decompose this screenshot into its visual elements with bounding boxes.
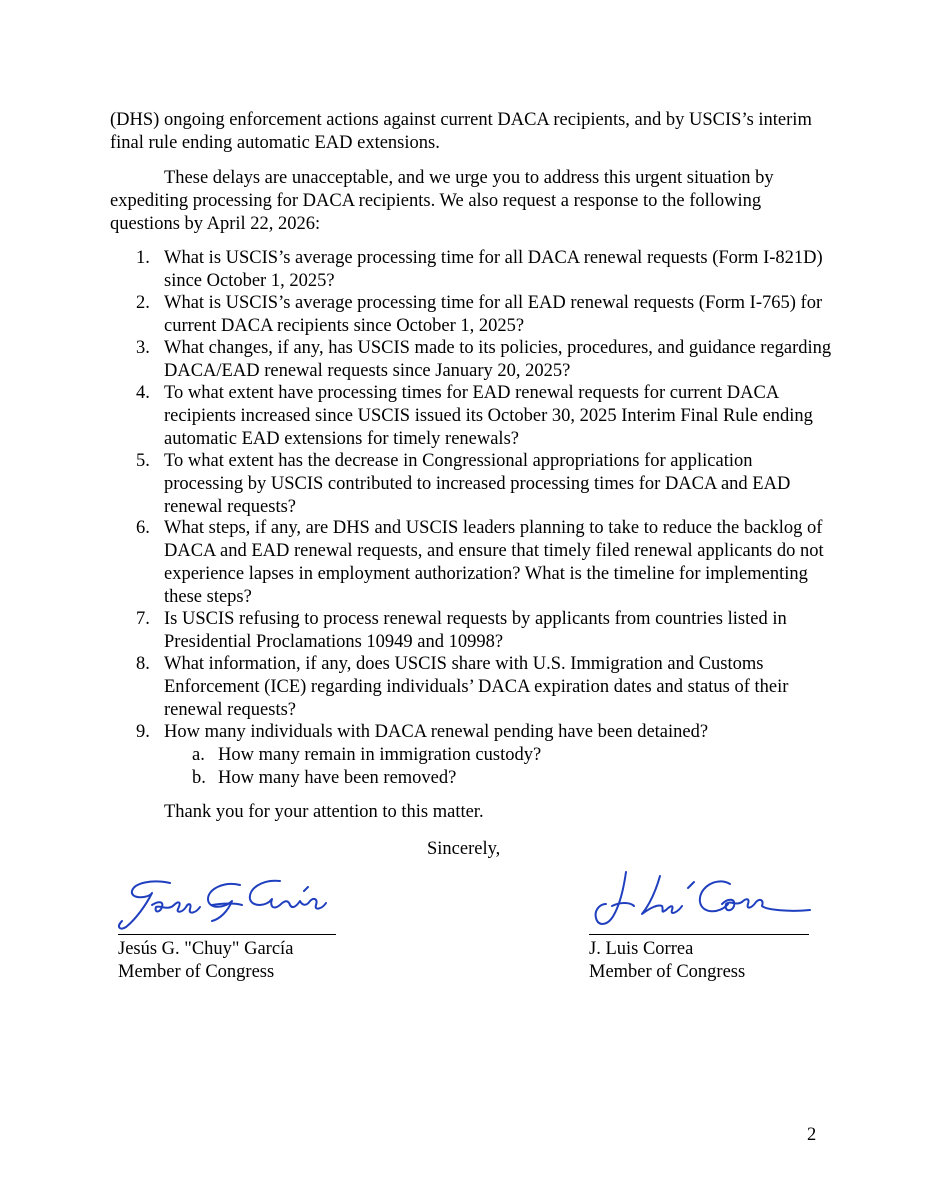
closing-thanks: Thank you for your attention to this matter. [164, 802, 484, 822]
list-item-number: 1. [136, 248, 150, 268]
list-item-number: 5. [136, 451, 150, 471]
list-item-text: To what extent has the decrease in Congressional appropriations for application processing by USCIS contributed to increased processing times for DACA and EAD renewal requests? [164, 451, 791, 517]
list-item-text: To what extent have processing times for EAD renewal requests for current DACA recipients increased since USCIS issued its October 30, 2025 Interim Final Rule ending automatic EAD extensions for timely renewals? [164, 383, 813, 449]
list-item-letter: b. [192, 768, 206, 788]
list-item-number: 9. [136, 722, 150, 742]
list-item-number: 3. [136, 338, 150, 358]
valediction: Sincerely, [427, 839, 501, 859]
list-item-letter: a. [192, 745, 205, 765]
list-item-number: 6. [136, 518, 150, 538]
list-item-text: How many individuals with DACA renewal pending have been detained? [164, 722, 709, 742]
signature-line-garcia [118, 934, 336, 935]
list-item-number: 7. [136, 609, 150, 629]
list-item-text: How many have been removed? [218, 768, 457, 788]
signature-correa [590, 868, 820, 932]
intro-continuation-paragraph: (DHS) ongoing enforcement actions against current DACA recipients, and by USCIS’s interim final rule ending automatic EAD extensions. [110, 110, 812, 153]
signatory-name-correa: J. Luis Correa [589, 939, 694, 959]
list-item-text: What is USCIS’s average processing time for all DACA renewal requests (Form I-821D) since October 1, 2025? [164, 248, 823, 291]
list-item-text: What steps, if any, are DHS and USCIS leaders planning to take to reduce the backlog of DACA and EAD renewal requests, and ensure that timely filed renewal applicants do not experience lapses in employment authorization? What is the timeline for implementing these steps? [164, 518, 824, 607]
list-item-text: What changes, if any, has USCIS made to its policies, procedures, and guidance regarding DACA/EAD renewal requests since January 20, 2025? [164, 338, 832, 381]
list-item-text: What is USCIS’s average processing time for all EAD renewal requests (Form I-765) for current DACA recipients since October 1, 2025? [164, 293, 823, 336]
signatory-name-garcia: Jesús G. "Chuy" García [118, 939, 294, 959]
signatory-title-correa: Member of Congress [589, 962, 746, 982]
signature-garcia [112, 875, 342, 935]
signature-line-correa [589, 934, 809, 935]
page-number: 2 [807, 1125, 817, 1145]
list-item-text: Is USCIS refusing to process renewal requests by applicants from countries listed in Presidential Proclamations 10949 and 10998? [164, 609, 787, 652]
list-item-number: 4. [136, 383, 150, 403]
list-item-text: How many remain in immigration custody? [218, 745, 542, 765]
signatory-title-garcia: Member of Congress [118, 962, 275, 982]
list-item-text: What information, if any, does USCIS share with U.S. Immigration and Customs Enforcement (ICE) regarding individuals’ DACA expiration dates and status of their renewal requests? [164, 654, 789, 720]
list-item-number: 2. [136, 293, 150, 313]
request-paragraph: These delays are unacceptable, and we urge you to address this urgent situation by expediting processing for DACA recipients. We also request a response to the following questions by April 22, 2026: [110, 168, 774, 234]
list-item-number: 8. [136, 654, 150, 674]
